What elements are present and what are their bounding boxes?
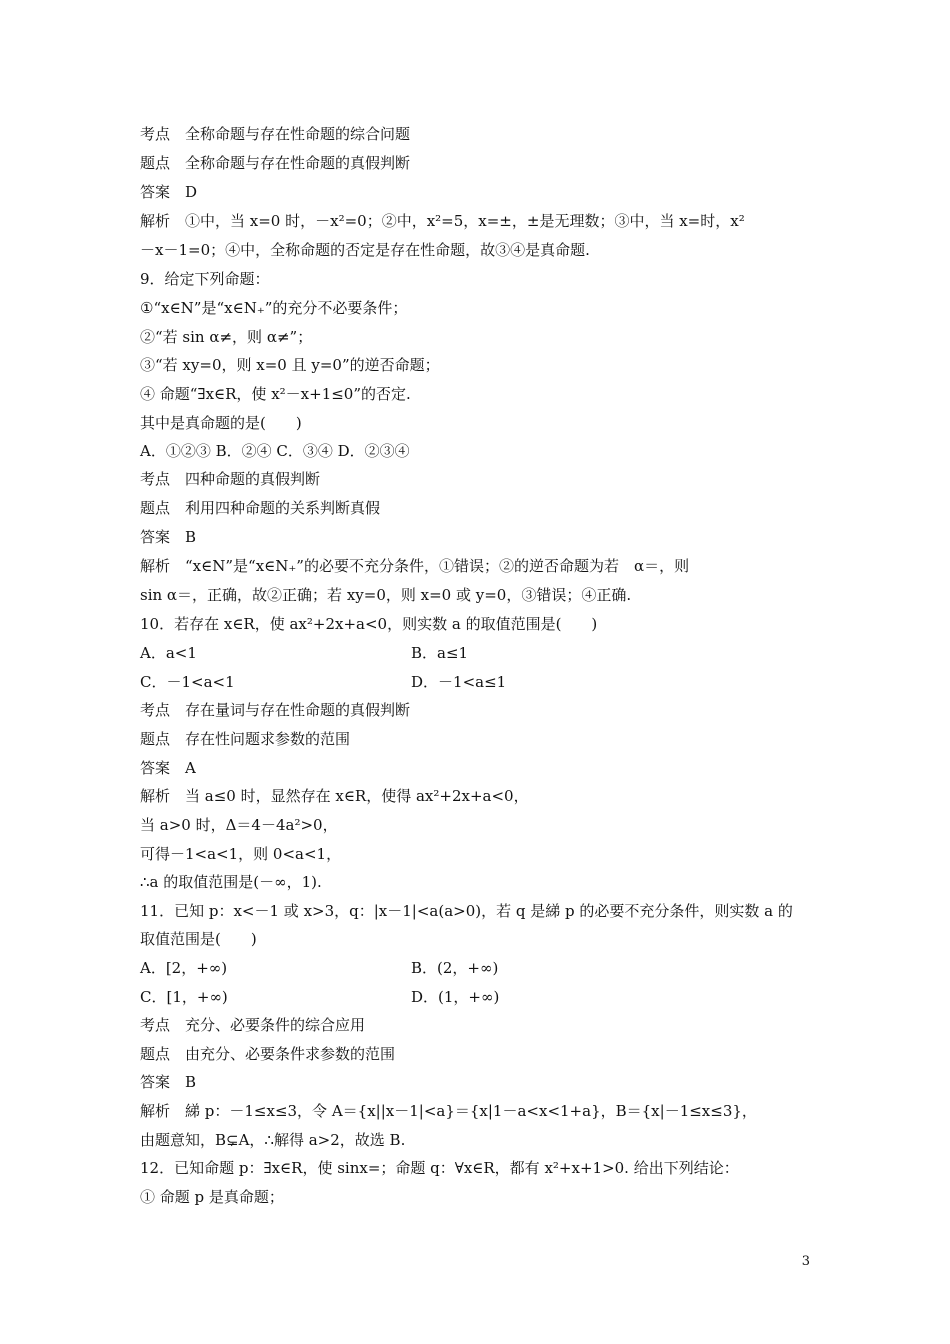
text-line: －x－1=0；④中，全称命题的否定是存在性命题，故③④是真命题. (140, 241, 590, 259)
text-line: 考点 四种命题的真假判断 (140, 470, 321, 488)
option-c: C．[1，+∞) (140, 988, 228, 1006)
text-line: 解析 綈 p：－1≤x≤3，令 A＝{x||x－1|<a}＝{x|1－a<x<1+a}，B＝{x|－1≤x≤3}， (140, 1102, 757, 1120)
question-11: 11．已知 p：x<－1 或 x>3，q：|x－1|<a(a>0)，若 q 是綈 p 的必要不充分条件，则实数 a 的 (140, 902, 793, 920)
options-9: A．①②③ B．②④ C．③④ D．②③④ (140, 442, 410, 460)
option-b: B．(2，+∞) (411, 959, 499, 977)
question-12: 12．已知命题 p：∃x∈R，使 sinx=；命题 q：∀x∈R，都有 x²+x+1>0. 给出下列结论： (140, 1159, 739, 1177)
option-row (140, 672, 812, 692)
text-line: 答案 A (140, 759, 196, 777)
text-line: 答案 B (140, 1073, 197, 1091)
text-line: ③“若 xy=0，则 x=0 且 y=0”的逆否命题； (140, 356, 440, 374)
option-d: D．(1，+∞) (411, 988, 500, 1006)
text-line: 其中是真命题的是( ) (140, 414, 302, 432)
text-line: 考点 充分、必要条件的综合应用 (140, 1016, 366, 1034)
text-line: 解析 “x∈N”是“x∈N₊”的必要不充分条件，①错误；②的逆否命题为若 α＝，则 (140, 557, 690, 575)
text-line: ∴a 的取值范围是(－∞，1). (140, 873, 322, 891)
text-line: 题点 由充分、必要条件求参数的范围 (140, 1045, 396, 1063)
question-10: 10．若存在 x∈R，使 ax²+2x+a<0，则实数 a 的取值范围是( ) (140, 615, 598, 633)
text-line: 答案 B (140, 528, 197, 546)
text-line: 考点 存在量词与存在性命题的真假判断 (140, 701, 411, 719)
option-a: A．a<1 (140, 644, 197, 662)
text-line: ②“若 sin α≠，则 α≠”； (140, 328, 313, 346)
text-line: 答案 D (140, 183, 198, 201)
text-line: ① 命题 p 是真命题； (140, 1188, 284, 1206)
question-9: 9．给定下列命题： (140, 270, 270, 288)
text-line: 可得－1<a<1，则 0<a<1， (140, 845, 342, 863)
text-line: 解析 当 a≤0 时，显然存在 x∈R，使得 ax²+2x+a<0， (140, 787, 529, 805)
text-line: 当 a>0 时，Δ＝4－4a²>0， (140, 816, 338, 834)
text-line: 考点 全称命题与存在性命题的综合问题 (140, 125, 411, 143)
text-line: sin α＝，正确，故②正确；若 xy=0，则 x=0 或 y=0，③错误；④正确. (140, 586, 632, 604)
text-line: 题点 利用四种命题的关系判断真假 (140, 499, 381, 517)
text-line: 解析 ①中，当 x=0 时，－x²=0；②中，x²=5，x=±，±是无理数；③中，当 x=时，x² (140, 212, 745, 230)
text-line: 题点 全称命题与存在性命题的真假判断 (140, 154, 411, 172)
text-line: 取值范围是( ) (140, 930, 257, 948)
option-row (140, 958, 812, 978)
option-a: A．[2，+∞) (140, 959, 228, 977)
option-b: B．a≤1 (411, 644, 469, 662)
text-line: 由题意知，B⊊A，∴解得 a>2，故选 B. (140, 1131, 406, 1149)
text-line: 题点 存在性问题求参数的范围 (140, 730, 351, 748)
option-d: D．－1<a≤1 (411, 673, 507, 691)
page-number: 3 (801, 1254, 810, 1269)
text-line: ④ 命题“∃x∈R，使 x²－x+1≤0”的否定. (140, 385, 411, 403)
option-c: C．－1<a<1 (140, 673, 235, 691)
option-row (140, 643, 812, 663)
text-line: ①“x∈N”是“x∈N₊”的充分不必要条件； (140, 299, 408, 317)
option-row (140, 987, 812, 1007)
